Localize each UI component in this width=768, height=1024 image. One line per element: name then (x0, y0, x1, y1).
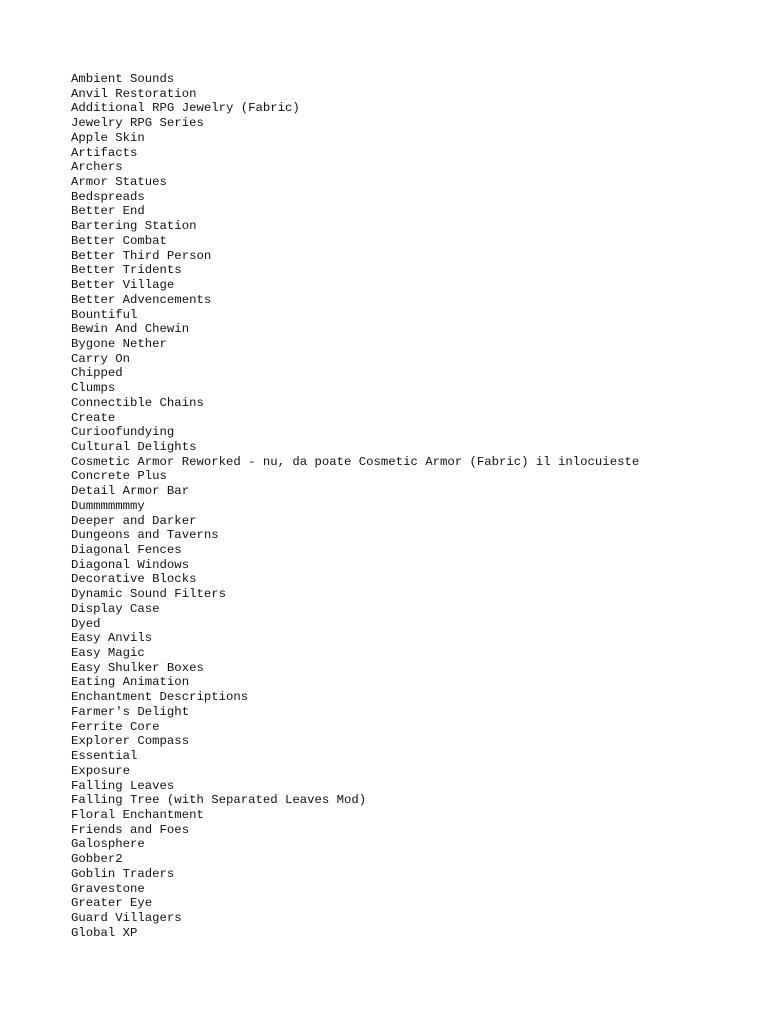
list-item: Exposure (71, 763, 131, 778)
list-item: Falling Leaves (71, 778, 175, 793)
list-item: Curioofundying (71, 425, 175, 440)
list-item: Better End (71, 204, 145, 219)
list-item: Cultural Delights (71, 439, 197, 454)
list-item: Ferrite Core (71, 719, 160, 734)
list-item: Dynamic Sound Filters (71, 587, 226, 602)
list-item: Guard Villagers (71, 910, 182, 925)
list-item: Friends and Foes (71, 822, 190, 837)
list-item: Ambient Sounds (71, 72, 175, 86)
list-item: Enchantment Descriptions (71, 690, 249, 705)
list-item: Farmer's Delight (71, 704, 190, 719)
list-item: Explorer Compass (71, 734, 190, 749)
list-item: Bygone Nether (71, 336, 167, 351)
list-item: Better Combat (71, 233, 167, 248)
list-item: Easy Magic (71, 646, 145, 661)
list-item: Armor Statues (71, 175, 167, 190)
list-item: Concrete Plus (71, 469, 167, 484)
list-item: Jewelry RPG Series (71, 116, 204, 131)
list-item: Greater Eye (71, 896, 153, 911)
list-item: Dyed (71, 616, 101, 631)
list-item: Falling Tree (with Separated Leaves Mod) (71, 793, 367, 808)
list-item: Easy Anvils (71, 631, 153, 646)
list-item: Dungeons and Taverns (71, 528, 219, 543)
list-item: Bartering Station (71, 219, 197, 234)
list-item: Diagonal Windows (71, 557, 190, 572)
list-item: Diagonal Fences (71, 543, 182, 557)
list-item: Deeper and Darker (71, 513, 197, 528)
list-item: Bountiful (71, 307, 138, 322)
list-item: Better Advencements (71, 292, 212, 307)
list-item: Cosmetic Armor Reworked - nu, da poate Cosmetic Armor (Fabric) il inlocuieste (71, 454, 640, 469)
list-item: Carry On (71, 351, 131, 366)
list-item: Better Village (71, 278, 175, 293)
list-item: Gravestone (71, 881, 145, 896)
list-item: Decorative Blocks (71, 572, 197, 587)
list-item: Display Case (71, 601, 160, 616)
list-item: Connectible Chains (71, 395, 204, 410)
list-item: Better Third Person (71, 248, 212, 263)
list-item: Better Tridents (71, 263, 182, 278)
list-item: Eating Animation (71, 675, 190, 690)
list-item: Anvil Restoration (71, 86, 197, 101)
list-item: Gobber2 (71, 852, 123, 867)
list-item: Global XP (71, 925, 138, 940)
mod-list (71, 72, 639, 940)
list-item: Artifacts (71, 145, 138, 160)
list-item: Chipped (71, 366, 123, 381)
list-item: Bewin And Chewin (71, 322, 190, 337)
list-item: Floral Enchantment (71, 807, 204, 822)
list-item: Detail Armor Bar (71, 484, 190, 499)
list-item: Archers (71, 160, 123, 175)
list-item: Clumps (71, 381, 116, 396)
list-item: Essential (71, 749, 138, 764)
list-item: Additional RPG Jewelry (Fabric) (71, 101, 300, 116)
list-item: Easy Shulker Boxes (71, 660, 204, 675)
list-item: Galosphere (71, 837, 145, 852)
list-item: Dummmmmmmy (71, 498, 145, 513)
list-item: Goblin Traders (71, 866, 175, 881)
list-item: Apple Skin (71, 130, 145, 145)
list-item: Bedspreads (71, 189, 145, 204)
list-item: Create (71, 410, 116, 425)
